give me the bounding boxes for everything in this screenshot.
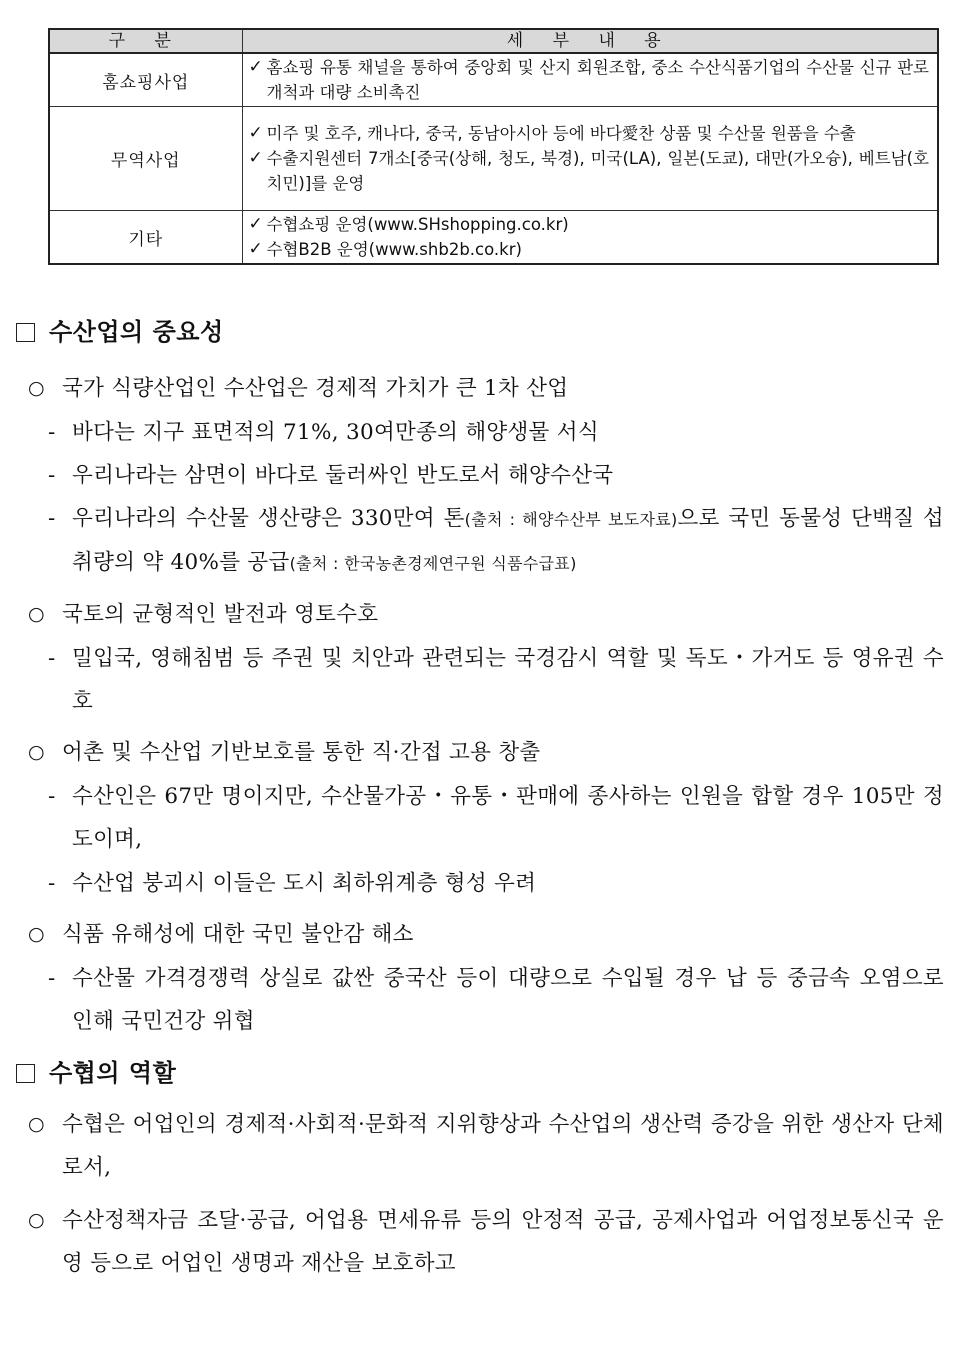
point-text: 국가 식량산업인 수산업은 경제적 가치가 큰 1차 산업 — [62, 376, 569, 401]
sub-item — [48, 497, 944, 585]
dash-bullet: - — [48, 506, 56, 531]
sub-text: 수산물 가격경쟁력 상실로 값싼 중국산 등이 대량으로 수입될 경우 납 등 중금속 오염으로 인해 국민건강 위협 — [72, 966, 944, 1034]
section-title: 수산업의 중요성 — [49, 318, 224, 346]
detail-link-text: 수협B2B 운영(www.shb2b.co.kr) — [266, 240, 522, 259]
header-detail: 세 부 내 용 — [242, 29, 938, 53]
detail-bullet — [249, 237, 930, 262]
table-row — [49, 211, 938, 265]
detail-bullet — [249, 55, 930, 105]
check-icon: ✓ — [248, 239, 263, 259]
header-category: 구 분 — [49, 29, 242, 53]
business-table — [48, 28, 939, 265]
point-text: 수협은 어업인의 경제적·사회적·문화적 지위향상과 수산업의 생산력 증강을 위한 생산자 단체로서, — [62, 1112, 944, 1180]
row-detail — [242, 107, 938, 211]
circle-bullet-icon: ○ — [28, 603, 45, 625]
dash-bullet: - — [48, 463, 56, 488]
detail-bullet — [249, 121, 930, 146]
table-row — [49, 107, 938, 211]
sub-item — [48, 454, 944, 497]
row-detail — [242, 211, 938, 265]
check-icon: ✓ — [248, 214, 263, 234]
point-item — [28, 367, 944, 410]
sub-item — [48, 411, 944, 454]
sub-text: 수산인은 67만 명이지만, 수산물가공・유통・판매에 종사하는 인원을 합할 경우 105만 정도이며, — [72, 784, 944, 852]
dash-bullet: - — [48, 966, 56, 991]
circle-bullet-icon: ○ — [28, 741, 45, 763]
detail-bullet — [249, 146, 930, 196]
dash-bullet: - — [48, 646, 56, 671]
detail-text: 홈쇼핑 유통 채널을 통하여 중앙회 및 산지 회원조합, 중소 수산식품기업의 수산물 신규 판로개척과 대량 소비촉진 — [266, 58, 929, 102]
dash-bullet: - — [48, 784, 56, 809]
section-heading-importance — [16, 316, 224, 348]
dash-bullet: - — [48, 420, 56, 445]
check-icon: ✓ — [248, 148, 263, 168]
row-category: 홈쇼핑사업 — [49, 53, 242, 107]
table-row — [49, 53, 938, 107]
point-text: 식품 유해성에 대한 국민 불안감 해소 — [62, 922, 414, 947]
point-item — [28, 913, 944, 956]
sub-text: 밀입국, 영해침범 등 주권 및 치안과 관련되는 국경감시 역할 및 독도・가거도 등 영유권 수호 — [72, 646, 944, 714]
row-category: 기타 — [49, 211, 242, 265]
circle-bullet-icon: ○ — [28, 1113, 45, 1135]
row-detail — [242, 53, 938, 107]
square-bullet-icon — [16, 323, 35, 342]
square-bullet-icon — [16, 1064, 35, 1083]
sub-item — [48, 637, 944, 723]
source-note: (출처 : 한국농촌경제연구원 식품수급표) — [289, 554, 577, 573]
source-note: (출처 : 해양수산부 보도자료) — [464, 510, 678, 529]
point-item — [28, 1199, 944, 1285]
sub-text-part: 으로 국민 동물성 단백질 섭취량의 약 40%를 공급 — [72, 506, 945, 575]
circle-bullet-icon: ○ — [28, 923, 45, 945]
row-category: 무역사업 — [49, 107, 242, 211]
circle-bullet-icon: ○ — [28, 1209, 45, 1231]
sub-text-part: 우리나라의 수산물 생산량은 330만여 톤 — [72, 506, 465, 531]
dash-bullet: - — [48, 871, 56, 896]
sub-text — [72, 497, 944, 585]
detail-bullet — [249, 212, 930, 237]
point-text: 국토의 균형적인 발전과 영토수호 — [62, 602, 379, 627]
sub-text: 수산업 붕괴시 이들은 도시 최하위계층 형성 우려 — [72, 871, 537, 896]
section-title: 수협의 역할 — [49, 1059, 177, 1087]
sub-item — [48, 862, 944, 905]
detail-text: 미주 및 호주, 캐나다, 중국, 동남아시아 등에 바다愛찬 상품 및 수산물 원품을 수출 — [266, 124, 856, 143]
point-text: 수산정책자금 조달·공급, 어업용 면세유류 등의 안정적 공급, 공제사업과 어업정보통신국 운영 등으로 어업인 생명과 재산을 보호하고 — [62, 1208, 944, 1276]
point-item — [28, 1103, 944, 1189]
point-text: 어촌 및 수산업 기반보호를 통한 직·간접 고용 창출 — [62, 740, 541, 765]
check-icon: ✓ — [248, 123, 263, 143]
point-item — [28, 593, 944, 636]
sub-item — [48, 957, 944, 1043]
sub-text: 바다는 지구 표면적의 71%, 30여만종의 해양생물 서식 — [72, 420, 599, 445]
detail-text: 수출지원센터 7개소[중국(상해, 청도, 북경), 미국(LA), 일본(도쿄), 대만(가오슝), 베트남(호치민)]를 운영 — [266, 149, 929, 193]
sub-text: 우리나라는 삼면이 바다로 둘러싸인 반도로서 해양수산국 — [72, 463, 614, 488]
point-item — [28, 731, 944, 774]
section-heading-role — [16, 1057, 176, 1089]
table-header-row — [49, 29, 938, 53]
detail-link-text: 수협쇼핑 운영(www.SHshopping.co.kr) — [266, 215, 569, 234]
check-icon: ✓ — [248, 57, 263, 77]
circle-bullet-icon: ○ — [28, 377, 45, 399]
sub-item — [48, 775, 944, 861]
